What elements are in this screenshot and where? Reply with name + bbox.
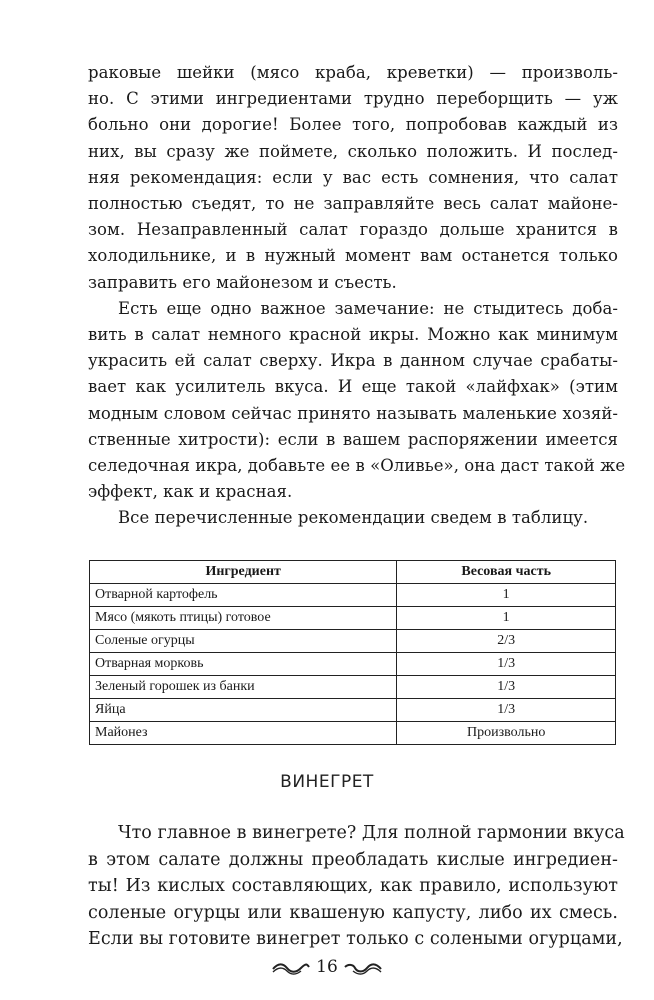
- ingredient-cell: Соленые огурцы: [90, 630, 397, 653]
- weight-cell: 1/3: [397, 676, 616, 699]
- ingredient-cell: Отварной картофель: [90, 584, 397, 607]
- ingredient-cell: Яйца: [90, 699, 397, 722]
- ingredient-cell: Зеленый горошек из банки: [90, 676, 397, 699]
- text-line: няя рекомендация: если у вас есть сомнения, что салат: [88, 167, 618, 187]
- table-row: [90, 699, 616, 722]
- right-wave-ornament-icon: [343, 961, 383, 975]
- ingredient-cell: Мясо (мякоть птицы) готовое: [90, 607, 397, 630]
- text-line: зом. Незаправленный салат гораздо дольше хранится в: [88, 220, 618, 240]
- weight-cell: 1/3: [397, 699, 616, 722]
- text-line: но. С этими ингредиентами трудно переборщить — уж: [88, 89, 618, 109]
- text-line: вает как усилитель вкуса. И еще такой «лайфхак» (этим: [88, 377, 618, 397]
- ingredient-cell: Майонез: [90, 722, 397, 745]
- ingredient-table: [89, 560, 616, 745]
- table-row: [90, 630, 616, 653]
- text-line: Есть еще одно важное замечание: не стыдитесь доба-: [118, 298, 618, 318]
- paragraph-1: [88, 60, 618, 296]
- table-header-row: [90, 561, 616, 584]
- paragraph-2: [88, 296, 626, 506]
- text-line: модным словом сейчас принято называть маленькие хозяй-: [88, 403, 618, 423]
- page-number: 16: [316, 957, 338, 977]
- text-line: вить в салат немного красной икры. Можно как минимум: [88, 325, 618, 345]
- main-text: [88, 60, 626, 532]
- table-row: [90, 607, 616, 630]
- table-row: [90, 653, 616, 676]
- text-line: Что главное в винегрете? Для полной гармонии вкуса: [118, 823, 625, 843]
- table-row: [90, 584, 616, 607]
- text-line: заправить его майонезом и съесть.: [88, 272, 397, 292]
- column-header: Весовая часть: [397, 561, 616, 584]
- weight-cell: 1/3: [397, 653, 616, 676]
- paragraph-3: [88, 505, 618, 531]
- text-line: ты! Из кислых составляющих, как правило, используют: [88, 876, 618, 896]
- text-line: полностью съедят, то не заправляйте весь салат майоне-: [88, 194, 618, 214]
- text-line: них, вы сразу же поймете, сколько положить. И послед-: [88, 141, 618, 161]
- left-wave-ornament-icon: [271, 961, 311, 975]
- weight-cell: 1: [397, 584, 616, 607]
- column-header: Ингредиент: [90, 561, 397, 584]
- text-line: раковые шейки (мясо краба, креветки) — произволь-: [88, 63, 618, 82]
- table-row: [90, 722, 616, 745]
- section-heading: ВИНЕГРЕТ: [280, 772, 374, 792]
- ingredient-cell: Отварная морковь: [90, 653, 397, 676]
- weight-cell: 2/3: [397, 630, 616, 653]
- text-line: эффект, как и красная.: [88, 482, 293, 502]
- text-line: Все перечисленные рекомендации сведем в таблицу.: [118, 508, 589, 528]
- text-line: больно они дорогие! Более того, попробовав каждый из: [88, 115, 618, 135]
- text-line: ственные хитрости): если в вашем распоряжении имеется: [88, 429, 618, 449]
- text-line: в этом салате должны преобладать кислые ингредиен-: [88, 849, 618, 870]
- weight-cell: 1: [397, 607, 616, 630]
- text-line: украсить ей салат сверху. Икра в данном случае срабаты-: [88, 351, 618, 371]
- weight-cell: Произвольно: [397, 722, 616, 745]
- text-line: Если вы готовите винегрет только с солеными огурцами,: [88, 929, 623, 949]
- text-line: соленые огурцы или квашеную капусту, либо их смесь.: [88, 902, 618, 923]
- section-text: [88, 820, 625, 953]
- page-footer: [0, 957, 654, 977]
- text-line: холодильнике, и в нужный момент вам останется только: [88, 246, 618, 266]
- paragraph-4: [88, 820, 625, 953]
- text-line: селедочная икра, добавьте ее в «Оливье», она даст такой же: [88, 456, 626, 476]
- table-row: [90, 676, 616, 699]
